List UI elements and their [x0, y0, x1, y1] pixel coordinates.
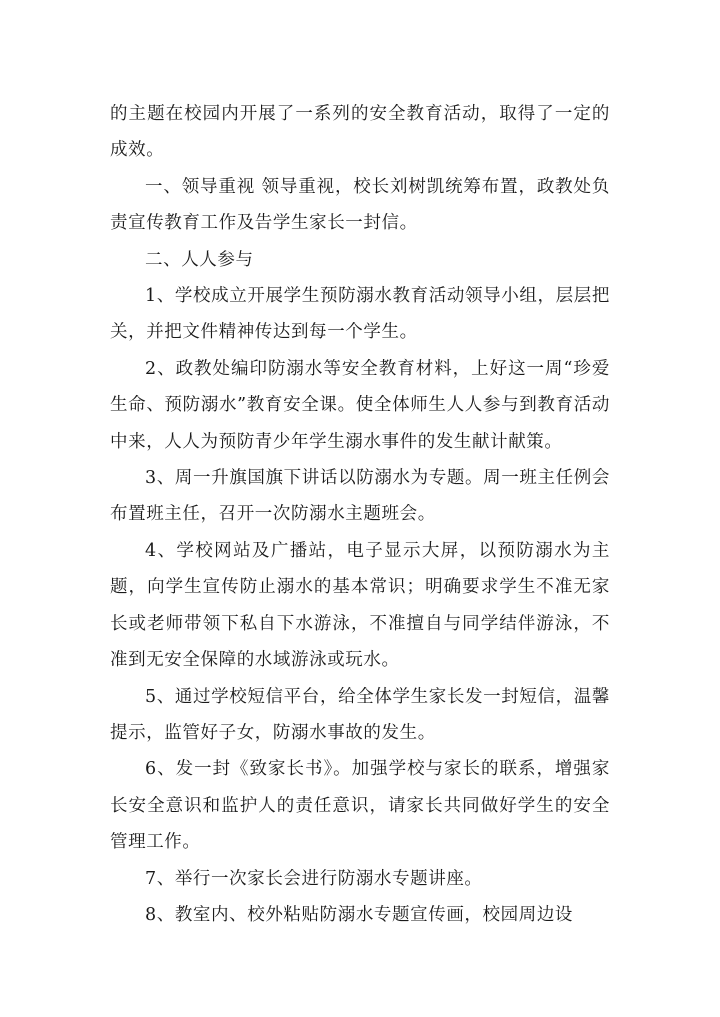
paragraph-item-5: 5、通过学校短信平台，给全体学生家长发一封短信，温馨提示，监管好子女，防溺水事故的发生。 — [110, 686, 610, 743]
paragraph-item-7: 7、举行一次家长会进行防溺水专题讲座。 — [145, 868, 483, 889]
paragraph-item-3: 3、周一升旗国旗下讲话以防溺水为专题。周一班主任例会布置班主任，召开一次防溺水主题班会。 — [110, 468, 610, 525]
paragraph-item-4: 4、学校网站及广播站，电子显示大屏，以预防溺水为主题，向学生宣传防止溺水的基本常识；明确要求学生不准无家长或老师带领下私自下水游泳，不准擅自与同学结伴游泳，不准到无安全保障的水域游泳或玩水。 — [110, 540, 610, 671]
paragraph-intro-continuation: 的主题在校园内开展了一系列的安全教育活动，取得了一定的成效。 — [110, 104, 610, 161]
paragraph-section-participation-heading: 二、人人参与 — [145, 249, 254, 270]
paragraph-item-2: 2、政教处编印防溺水等安全教育材料，上好这一周“珍爱生命、预防溺水”教育安全课。使全体师生人人参与到教育活动中来，人人为预防青少年学生溺水事件的发生献计献策。 — [110, 358, 610, 452]
document-page — [110, 96, 610, 933]
paragraph-item-1: 1、学校成立开展学生预防溺水教育活动领导小组，层层把关，并把文件精神传达到每一个学生。 — [110, 286, 610, 343]
paragraph-item-6: 6、发一封《致家长书》。加强学校与家长的联系，增强家长安全意识和监护人的责任意识，请家长共同做好学生的安全管理工作。 — [110, 759, 610, 853]
paragraph-item-8: 8、教室内、校外粘贴防溺水专题宣传画，校园周边设 — [145, 904, 574, 925]
paragraph-section-leadership: 一、领导重视 领导重视，校长刘树凯统筹布置，政教处负责宣传教育工作及告学生家长一封信。 — [110, 176, 610, 234]
